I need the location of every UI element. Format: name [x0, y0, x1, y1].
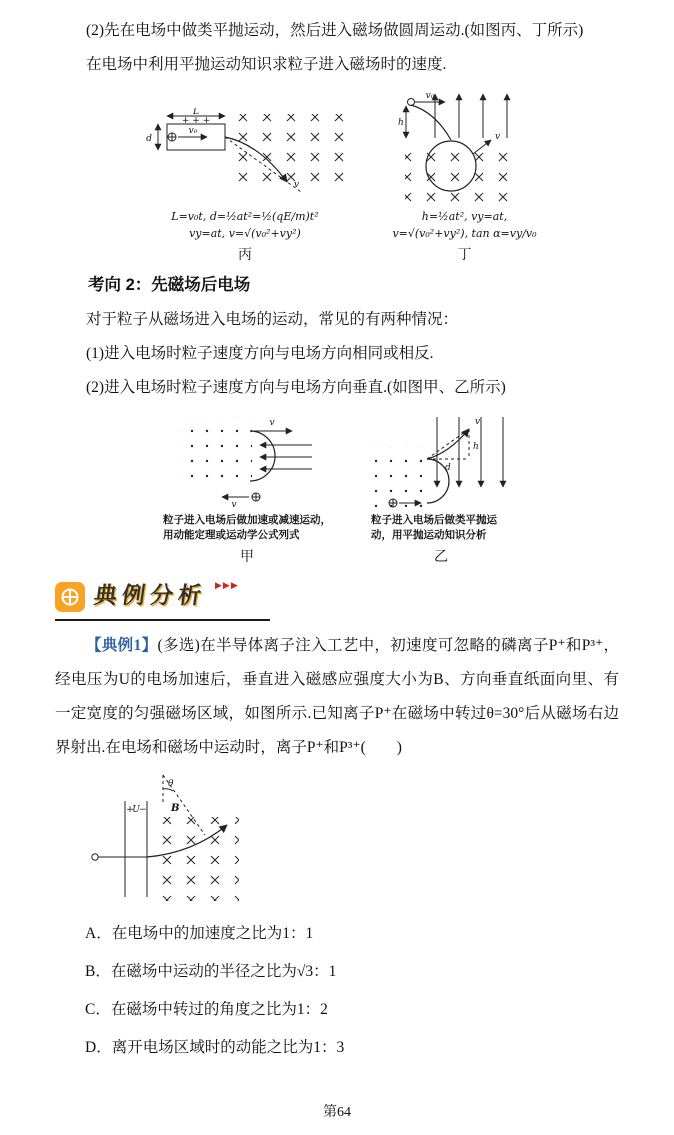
figure-row-bing-ding: [55, 88, 619, 264]
figure-bing-diagram: [137, 108, 352, 208]
example-paragraph: [55, 629, 619, 765]
formula-line: v=√(v₀²+vy²), tan α=vy/v₀: [392, 227, 537, 241]
example-figure: [85, 771, 619, 911]
formula-line: vy=at, v=√(v₀²+vy²): [189, 227, 301, 241]
section-paragraph: 对于粒子从磁场进入电场的运动，常见的有两种情况：: [86, 310, 459, 328]
choice-B: B．在磁场中运动的半径之比为√3：1: [85, 962, 337, 980]
page-number: 第64: [323, 1105, 351, 1120]
figure-yi-diagram: [371, 411, 511, 511]
triple-arrow-icon: ▶▶▶: [215, 579, 239, 590]
figure-caption-yi: 乙: [434, 549, 448, 565]
label-B: B: [171, 803, 180, 815]
section-badge: [55, 579, 270, 621]
section-item-2: (2)进入电场时粒子速度方向与电场方向垂直.(如图甲、乙所示): [86, 379, 506, 397]
label-v: v: [494, 132, 501, 143]
label-h: h: [473, 442, 479, 453]
intro-paragraph-2: 在电场中利用平抛运动知识求粒子进入磁场时的速度.: [86, 56, 447, 74]
badge-title: 典例分析: [92, 581, 208, 608]
magnetic-field-region: [231, 114, 345, 190]
label-h: h: [397, 118, 404, 129]
label-theta: θ: [168, 779, 174, 790]
choice-D: D．离开电场区域时的动能之比为1：3: [85, 1038, 345, 1056]
label-v-in: v: [231, 500, 237, 511]
figure-bing: [137, 108, 352, 264]
label-v: v: [294, 180, 300, 191]
plate-charges: + + +: [182, 116, 211, 127]
figure-caption-ding: 丁: [457, 248, 472, 264]
label-v: v: [475, 417, 481, 428]
figure-jia: [163, 411, 331, 565]
field-out-region: [178, 417, 252, 483]
positive-particle: [407, 99, 414, 106]
example-tag: 【典例1】: [86, 636, 158, 654]
label-v0: v₀: [425, 91, 435, 102]
formula-line: h=½at², vy=at,: [421, 210, 508, 224]
choice-A: A．在电场中的加速度之比为1：1: [85, 925, 314, 943]
semicircular-path: [250, 431, 275, 481]
intro-paragraph-1: (2)先在电场中做类平抛运动，然后进入磁场做圆周运动.(如图丙、丁所示): [86, 22, 584, 39]
figure-note-jia: 粒子进入电场后做加速或减速运动，用动能定理或运动学公式列式: [163, 514, 331, 542]
globe-icon: [55, 582, 85, 612]
label-L: L: [193, 108, 200, 118]
section-heading: 考向 2：先磁场后电场: [88, 276, 251, 295]
figure-jia-diagram: [172, 411, 322, 511]
ion-source: [92, 854, 98, 860]
section-item-1: (1)进入电场时粒子速度方向与电场方向相同或相反.: [86, 345, 434, 363]
figure-note-yi: 粒子进入电场后做类平抛运动，用平抛运动知识分析: [371, 514, 497, 542]
label-v0: v₀: [189, 126, 198, 137]
choice-C: C．在磁场中转过的角度之比为1：2: [85, 1000, 328, 1018]
label-d: d: [146, 134, 153, 145]
label-U: U: [132, 805, 140, 816]
parabolic-path: [411, 105, 451, 140]
figure-caption-jia: 甲: [240, 549, 254, 565]
formula-line: L=v₀t, d=½at²=½(qE/m)t²: [171, 210, 319, 224]
choices-list: [85, 915, 619, 1067]
label-plus: +: [126, 805, 134, 816]
figure-ding: [392, 88, 536, 264]
label-minus: −: [139, 805, 147, 816]
example-figure-diagram: [85, 771, 260, 911]
label-d: d: [445, 463, 451, 474]
magnetic-field-region: [151, 817, 239, 901]
magnetic-field-region: [405, 142, 509, 204]
example-body: (多选)在半导体离子注入工艺中，初速度可忽略的磷离子P⁺和P³⁺，经电压为U的电场加速后，垂直进入磁感应强度大小为B、方向垂直纸面向里、有一定宽度的匀强磁场区域，如图所示.已知离子P⁺在磁场中转过θ=30°后从磁场右边界射出.在电场和磁场中运动时，离子P⁺和P³⁺( ): [55, 636, 619, 756]
figure-ding-diagram: [397, 88, 532, 208]
label-v-exit: v: [269, 418, 275, 429]
figure-caption-bing: 丙: [237, 248, 252, 264]
figure-row-jia-yi: [55, 411, 619, 565]
field-out-region: [375, 447, 425, 507]
figure-yi: [371, 411, 511, 565]
